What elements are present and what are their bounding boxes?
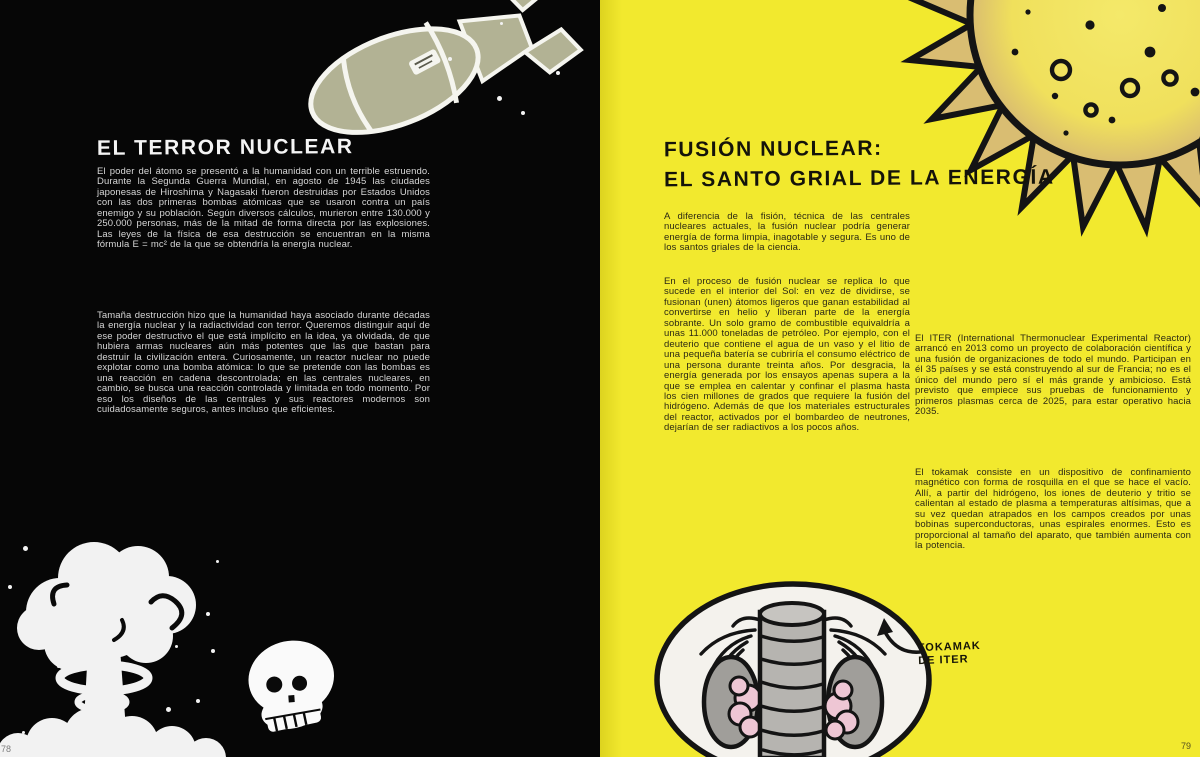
tokamak-caption: [918, 640, 982, 668]
speck: [35, 617, 38, 620]
right-page: [600, 0, 1200, 757]
speck: [8, 585, 12, 589]
speck: [101, 651, 105, 655]
right-page-number: 79: [1180, 741, 1191, 751]
speck: [497, 96, 502, 101]
speck: [448, 57, 452, 61]
left-paragraph-2: Tamaña destrucción hizo que la humanidad haya asociado durante décadas la energía nuclear y la radiactividad con terror. Queremos distinguir aquí de ese poder destructivo el que está implícito en la idea, ya olvidada, de que hubiera armas nucleares aún más potentes que las que bastan para destruir la civilización entera. Curiosamente, un reactor nuclear no puede explotar como una bomba atómica: lo que se pretende con las bombas es una reacción en cadena descontrolada; en las centrales nucleares, en cambio, se busca una reacción controlada y limitada en todo momento. Por eso los diseños de las centrales y sus reactores modernos son cuidadosamente seguros, antes incluso que eficientes.: [97, 310, 430, 416]
right-col2-paragraph-2: El tokamak consiste en un dispositivo de confinamiento magnético con forma de rosquilla en el que se hace el vacío. Allí, a partir del hidrógeno, los iones de deuterio y tritio se calientan al estado de plasma a temperaturas altísimas, que a su vez quedan atrapados en los campos creados por unas bobinas superconductoras, unas espirales enormes. Esto es proporcional al tamaño del aparato, que también aumenta con la potencia.: [915, 467, 1191, 552]
mushroom-cloud-illustration: [0, 530, 236, 757]
left-paragraph-1: El poder del átomo se presentó a la humanidad con un terrible estruendo. Durante la Segunda Guerra Mundial, en agosto de 1945 las ciudades japonesas de Hiroshima y Nagasaki fueron destruidas por Estados Unidos con las dos primeras bombas atómicas que se usaron contra un país enemigo y su población. Según diversos cálculos, murieron entre 130.000 y 250.000 personas, más de la mitad de forma directa por las explosiones. Las leyes de la física de esa destrucción se encuentran en la misma fórmula E = mc² de la que se obtendría la energía nuclear.: [97, 166, 430, 251]
speck: [23, 546, 28, 551]
speck: [206, 612, 210, 616]
caption-arrow-icon: [874, 616, 924, 660]
right-page-title: [664, 133, 1055, 196]
tokamak-caption-line2: DE ITER: [918, 653, 969, 668]
speck: [89, 543, 93, 547]
speck: [175, 645, 178, 648]
tokamak-caption-line1: TOKAMAK: [917, 639, 981, 655]
speck: [166, 707, 171, 712]
speck: [211, 649, 215, 653]
speck: [22, 731, 25, 734]
speck: [128, 569, 131, 572]
right-col1-paragraph-1: A diferencia de la fisión, técnica de las centrales nucleares actuales, la fusión nuclear podría generar energía de forma limpia, inagotable y segura. Es uno de los santos griales de la ciencia.: [664, 211, 910, 254]
tokamak-illustration: [650, 578, 942, 757]
right-col2-paragraph-1: El ITER (International Thermonuclear Experimental Reactor) arrancó en 2013 como un proyecto de colaboración científica y una fusión de organizaciones de todo el mundo. Participan en él 35 países y se está construyendo al sur de Francia; no es el único del mundo pero sí el más grande y ambicioso. Está previsto que empiece sus pruebas de funcionamiento y primeros plasmas cerca de 2025, para estar operativo hacia 2035.: [915, 333, 1191, 418]
speck: [196, 699, 200, 703]
speck: [57, 665, 60, 668]
skull-illustration: [236, 636, 348, 746]
speck: [556, 71, 560, 75]
speck: [500, 22, 503, 25]
sun-illustration: [850, 0, 1200, 245]
speck: [216, 560, 219, 563]
right-title-line2: EL SANTO GRIAL DE LA ENERGÍA: [664, 165, 1055, 192]
speck: [187, 736, 191, 740]
left-page-title: EL TERROR NUCLEAR: [96, 135, 354, 160]
right-title-line1: FUSIÓN NUCLEAR:: [663, 136, 883, 162]
speck: [60, 742, 63, 745]
left-page-number: 78: [1, 744, 12, 754]
atomic-bomb-illustration: [293, 0, 593, 138]
right-col1-paragraph-2: En el proceso de fusión nuclear se replica lo que sucede en el interior del Sol: en vez de dividirse, se fusionan (unen) átomos ligeros que ganan estabilidad al convertirse en helio y liberan parte de la energía sobrante. Un solo gramo de combustible equivaldría a unas 11.000 toneladas de petróleo. Por ejemplo, con el deuterio que contiene el agua de un vaso y el litio de una pequeña batería se cubriría el consumo eléctrico de una persona durante treinta años. Por desgracia, la energía generada por los ensayos apenas supera a la que se emplea en calentar y confinar el plasma hasta los cien millones de grados que requiere la fusión del hidrógeno. Además de que los materiales estructurales del reactor, activados por el bombardeo de neutrones, dejarían de ser radiactivos a los pocos años.: [664, 276, 910, 434]
speck: [521, 111, 525, 115]
